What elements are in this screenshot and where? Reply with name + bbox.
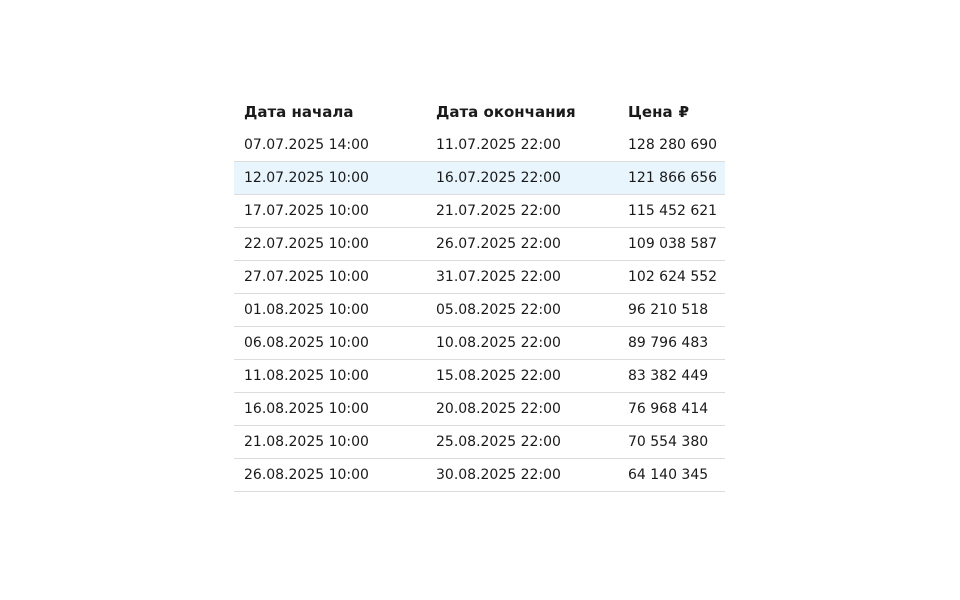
start-date-cell: 16.08.2025 10:00 (234, 393, 426, 426)
price-cell: 64 140 345 (618, 459, 725, 492)
start-date-cell: 21.08.2025 10:00 (234, 426, 426, 459)
price-cell: 115 452 621 (618, 195, 725, 228)
end-date-cell: 10.08.2025 22:00 (426, 327, 618, 360)
start-date-cell: 12.07.2025 10:00 (234, 162, 426, 195)
start-date-cell: 17.07.2025 10:00 (234, 195, 426, 228)
header-row (234, 95, 725, 129)
price-cell: 121 866 656 (618, 162, 725, 195)
table-row[interactable] (234, 162, 725, 195)
price-cell: 89 796 483 (618, 327, 725, 360)
price-cell: 102 624 552 (618, 261, 725, 294)
table-row[interactable] (234, 294, 725, 327)
end-date-cell: 11.07.2025 22:00 (426, 129, 618, 162)
start-date-cell: 22.07.2025 10:00 (234, 228, 426, 261)
start-date-cell: 11.08.2025 10:00 (234, 360, 426, 393)
price-cell: 76 968 414 (618, 393, 725, 426)
start-date-cell: 07.07.2025 14:00 (234, 129, 426, 162)
header-price (618, 95, 725, 129)
table-row[interactable] (234, 459, 725, 492)
table-row[interactable] (234, 261, 725, 294)
table-row[interactable] (234, 426, 725, 459)
end-date-cell: 25.08.2025 22:00 (426, 426, 618, 459)
price-schedule-table (234, 95, 725, 492)
table-header (234, 95, 725, 129)
price-cell: 96 210 518 (618, 294, 725, 327)
end-date-cell: 21.07.2025 22:00 (426, 195, 618, 228)
price-cell: 109 038 587 (618, 228, 725, 261)
table-body (234, 129, 725, 492)
end-date-cell: 15.08.2025 22:00 (426, 360, 618, 393)
table-row[interactable] (234, 393, 725, 426)
price-cell: 128 280 690 (618, 129, 725, 162)
end-date-cell: 26.07.2025 22:00 (426, 228, 618, 261)
header-price-label: Цена (628, 103, 673, 121)
header-start-date: Дата начала (244, 103, 354, 121)
end-date-cell: 16.07.2025 22:00 (426, 162, 618, 195)
header-end-date: Дата окончания (436, 103, 576, 121)
end-date-cell: 30.08.2025 22:00 (426, 459, 618, 492)
table-row[interactable] (234, 228, 725, 261)
table-row[interactable] (234, 129, 725, 162)
start-date-cell: 26.08.2025 10:00 (234, 459, 426, 492)
start-date-cell: 27.07.2025 10:00 (234, 261, 426, 294)
table-row[interactable] (234, 327, 725, 360)
end-date-cell: 20.08.2025 22:00 (426, 393, 618, 426)
end-date-cell: 31.07.2025 22:00 (426, 261, 618, 294)
table-row[interactable] (234, 360, 725, 393)
price-cell: 70 554 380 (618, 426, 725, 459)
start-date-cell: 06.08.2025 10:00 (234, 327, 426, 360)
table-row[interactable] (234, 195, 725, 228)
end-date-cell: 05.08.2025 22:00 (426, 294, 618, 327)
start-date-cell: 01.08.2025 10:00 (234, 294, 426, 327)
ruble-currency-icon: ₽ (678, 103, 690, 121)
price-cell: 83 382 449 (618, 360, 725, 393)
